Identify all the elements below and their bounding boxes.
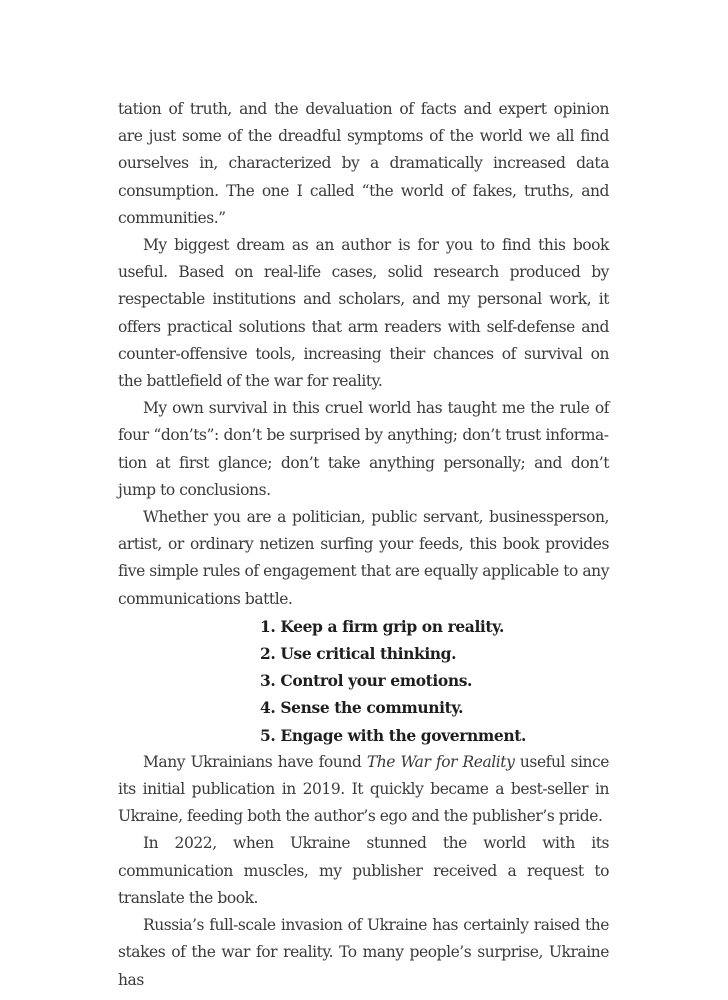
paragraph-continued: tation of truth, and the devaluation of facts and expert opinion are just some of the dreadful symptoms of the world we all find ourselves in, characterized by a dramatically increased data consumption. The one I called “the world of fakes, truths, and communities.” [118, 100, 609, 227]
paragraph-translation: In 2022, when Ukraine stunned the world with its communication muscles, my publisher received a request to translate the book. [118, 834, 609, 907]
publication-text-pre: Many Ukrainians have found [143, 752, 367, 771]
publication-text-post: useful since its initial publication in 2019. It quickly became a best-seller in Ukraine, feeding both the author’s ego and the publisher’s pride. [118, 752, 610, 826]
paragraph-four-donts: My own survival in this cruel world has taught me the rule of four “don’ts”: don’t be surprised by anything; don’t trust information at first glance; don’t take anything personally; and don’t jump to conclusions. [118, 399, 609, 499]
rule-number: 4. [260, 698, 276, 718]
rule-number: 5. [260, 725, 276, 745]
body-text [118, 96, 609, 994]
rule-text: Sense the community. [280, 698, 464, 718]
paragraph-invasion: Russia’s full-scale invasion of Ukraine has certainly raised the stakes of the war for reality. To many people’s surprise, Ukraine has [118, 916, 609, 989]
paragraph-publication [118, 749, 609, 831]
rule-number: 3. [260, 671, 276, 691]
rule-number: 1. [260, 616, 276, 636]
rule-number: 2. [260, 644, 276, 664]
rules-list [118, 613, 609, 749]
rule-text: Control your emotions. [280, 671, 473, 691]
rule-text: Keep a firm grip on reality. [280, 616, 504, 636]
rule-text: Engage with the government. [280, 725, 526, 745]
rule-item [260, 613, 609, 640]
paragraph-author-dream: My biggest dream as an author is for you to find this book useful. Based on real-life cases, solid research produced by respectable institutions and scholars, and my personal work, it offers practical solutions that arm readers with self-defense and counter-offensive tools, increasing their chances of survival on the battlefield of the war for reality. [118, 236, 609, 391]
rule-item [260, 640, 609, 667]
rule-item [260, 667, 609, 694]
rule-item [260, 694, 609, 721]
rule-text: Use critical thinking. [280, 644, 457, 664]
paragraph-rules-intro: Whether you are a politician, public servant, businessperson, artist, or ordinary netizen surfing your feeds, this book provides five simple rules of engagement that are equally applicable to any communications battle. [118, 508, 609, 608]
book-title: The War for Reality [366, 752, 515, 771]
rule-item [260, 722, 609, 749]
